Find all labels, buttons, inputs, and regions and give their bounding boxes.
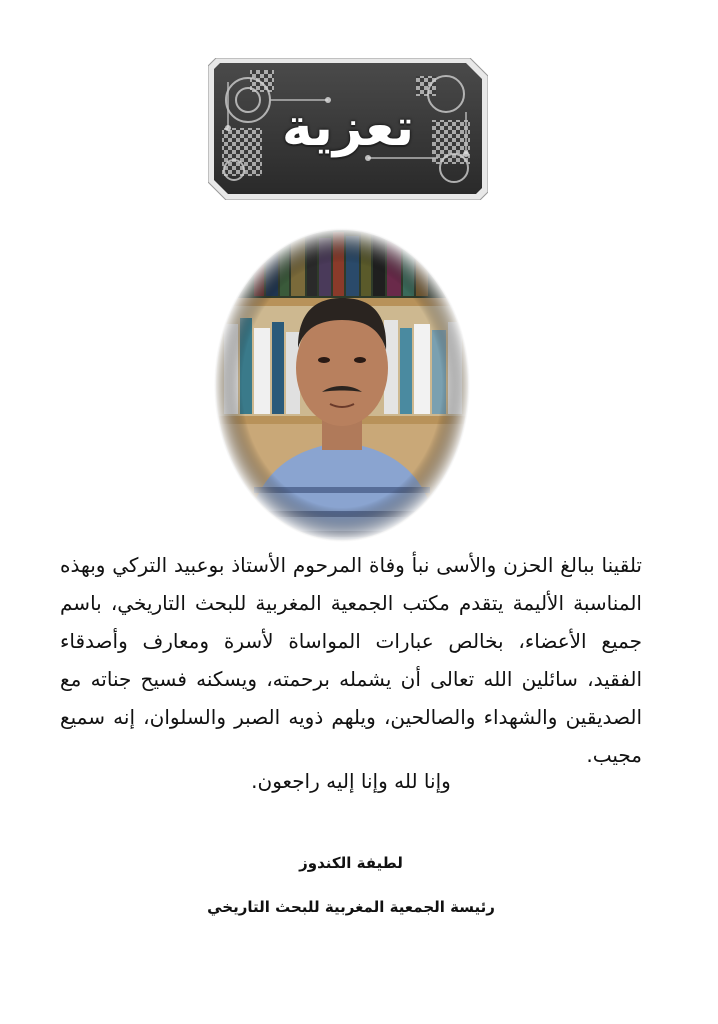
banner-title: تعزية	[281, 98, 415, 158]
signatory-name: لطيفة الكندوز	[299, 854, 403, 872]
signatory-title: رئيسة الجمعية المغربية للبحث التاريخي	[207, 898, 495, 916]
closing-phrase: وإنا لله وإنا إليه راجعون.	[251, 769, 451, 793]
portrait-photo	[214, 228, 470, 542]
condolence-statement: تلقينا ببالغ الحزن والأسى نبأ وفاة المرحوم الأستاذ بوعبيد التركي وبهذه المناسبة الأليمة يتقدم مكتب الجمعية المغربية للبحث التاريخي، باسم جميع الأعضاء، بخالص عبارات المواساة لأسرة ومعارف وأصدقاء الفقيد، سائلين الله تعالى أن يشمله برحمته، ويسكنه فسيح جناته مع الصديقين والشهداء والصالحين، ويلهم ذويه الصبر والسلوان، إنه سميع مجيب.	[60, 553, 642, 767]
portrait-icon	[214, 228, 470, 542]
condolence-banner	[208, 58, 488, 200]
